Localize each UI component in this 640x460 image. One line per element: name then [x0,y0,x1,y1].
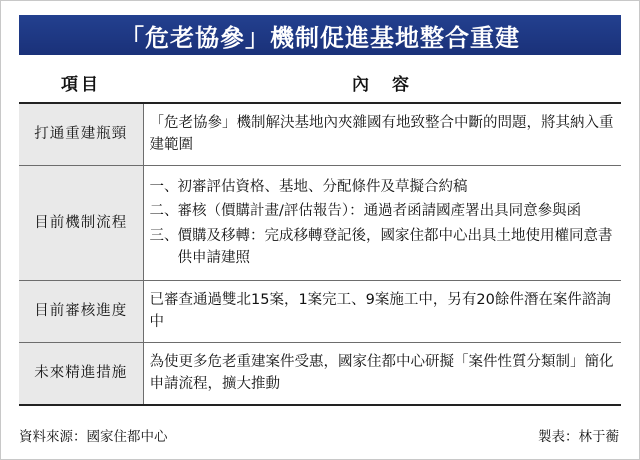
title-banner [19,15,621,55]
row-content: 「危老協參」機制解決基地內夾雜國有地致整合中斷的問題，將其納入重建範圍 [143,103,621,165]
table-row [19,165,621,280]
author-note: 製表：林于蘅 [538,429,619,445]
row-content-list [143,165,621,280]
list-item-number: 三、 [149,227,179,244]
row-content: 已審查通過雙北15案，1案完工、9案施工中，另有20餘件潛在案件諮詢中 [143,280,621,342]
list-item-text: 價購及移轉：完成移轉登記後，國家住都中心出具土地使用權同意書供申請建照 [177,227,613,267]
table-header-row [19,63,621,103]
table-row [19,103,621,165]
list-item-number: 一、 [149,178,179,195]
list-item-text: 審核（價購計畫/評估報告）：通過者函請國產署出具同意參與函 [177,203,582,220]
list-item-number: 二、 [149,203,179,220]
column-header-content: 內 容 [143,63,621,103]
row-content: 為使更多危老重建案件受惠，國家住都中心研擬「案件性質分類制」簡化申請流程，擴大推動 [143,342,621,404]
list-item [150,200,616,222]
content-table [19,63,621,406]
footer [19,425,621,445]
process-step-list [150,176,616,270]
page-title: 「危老協參」機制促進基地整合重建 [120,23,520,52]
column-header-item: 項目 [19,63,143,103]
row-item-label: 目前審核進度 [19,280,143,342]
row-item-label: 打通重建瓶頸 [19,103,143,165]
table-body [19,103,621,405]
source-note: 資料來源：國家住都中心 [19,429,168,445]
list-item-text: 初審評估資格、基地、分配條件及草擬合約稿 [177,178,468,195]
row-item-label: 未來精進措施 [19,342,143,404]
table-row [19,342,621,404]
list-item [150,225,616,270]
table-row [19,280,621,342]
list-item [150,176,616,198]
row-item-label: 目前機制流程 [19,165,143,280]
table-header [19,63,621,103]
